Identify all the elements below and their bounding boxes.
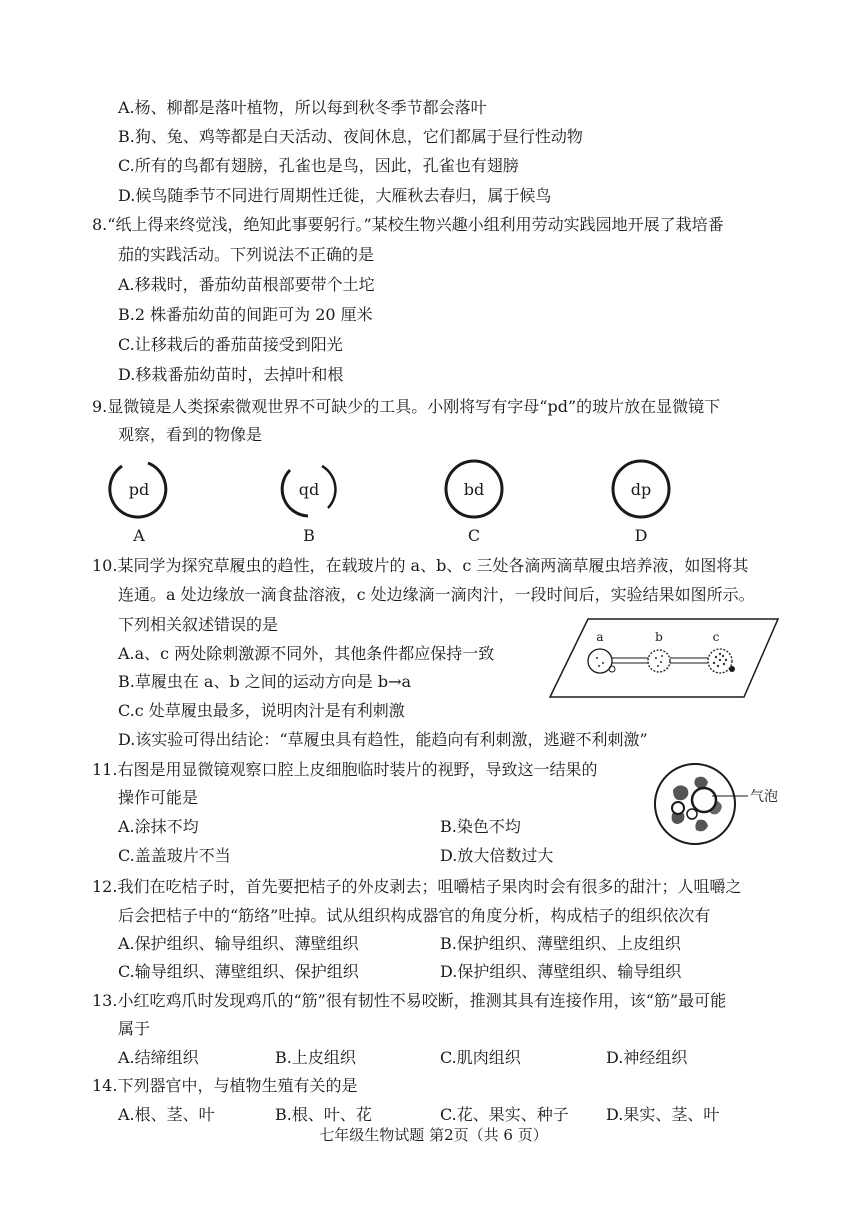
q10-option-b: B.草履虫在 a、b 之间的运动方向是 b→a <box>118 672 412 691</box>
q10-fig-label-b: b <box>655 630 663 644</box>
q9-image-d-text: dp <box>630 480 652 499</box>
q14-option-b: B.根、叶、花 <box>275 1105 372 1124</box>
q8-option-a: A.移栽时，番茄幼苗根部要带个土坨 <box>118 275 375 294</box>
q9-stem-line1: 9.显微镜是人类探索微观世界不可缺少的工具。小刚将写有字母“pd”的玻片放在显微镜下 <box>92 397 721 416</box>
q14-option-c: C.花、果实、种子 <box>440 1105 569 1124</box>
q12-option-b: B.保护组织、薄壁组织、上皮组织 <box>440 934 681 953</box>
q12-stem-line1: 12.我们在吃桔子时，首先要把桔子的外皮剥去；咀嚼桔子果肉时会有很多的甜汁；人咀嚼之 <box>92 877 742 896</box>
q10-fig-label-c: c <box>712 630 720 644</box>
q8-stem-line1: 8.“纸上得来终觉浅，绝知此事要躬行。”某校生物兴趣小组利用劳动实践园地开展了栽培番 <box>92 215 724 234</box>
q9-stem-line2: 观察，看到的物像是 <box>118 425 263 444</box>
q12-option-d: D.保护组织、薄壁组织、输导组织 <box>440 962 682 981</box>
q11-stem-line1: 11.右图是用显微镜观察口腔上皮细胞临时装片的视野，导致这一结果的 <box>92 760 598 779</box>
q11-option-d: D.放大倍数过大 <box>440 846 554 865</box>
q9-label-d: D <box>634 526 648 545</box>
q11-option-a: A.涂抹不均 <box>118 817 199 836</box>
q10-option-d: D.该实验可得出结论：“草履虫具有趋性，能趋向有利刺激，逃避不利刺激” <box>118 730 648 749</box>
q9-image-c <box>443 458 505 520</box>
q10-option-a: A.a、c 两处除刺激源不同外，其他条件都应保持一致 <box>118 644 495 663</box>
q12-option-c: C.输导组织、薄壁组织、保护组织 <box>118 962 359 981</box>
q10-stem-line3: 下列相关叙述错误的是 <box>118 615 279 634</box>
q10-stem-line1: 10.某同学为探究草履虫的趋性，在载玻片的 a、b、c 三处各滴两滴草履虫培养液，如图将其 <box>92 556 749 575</box>
q9-image-a-text: pd <box>128 480 150 499</box>
q10-slide-figure <box>548 616 780 700</box>
q10-fig-label-a: a <box>596 630 604 644</box>
q10-stem-line2: 连通。a 处边缘放一滴食盐溶液，c 处边缘滴一滴肉汁，一段时间后，实验结果如图所示。 <box>118 585 755 604</box>
q13-stem-line2: 属于 <box>118 1019 151 1038</box>
q13-option-c: C.肌肉组织 <box>440 1048 521 1067</box>
q9-image-c-text: bd <box>463 480 485 499</box>
q14-option-d: D.果实、茎、叶 <box>606 1105 720 1124</box>
q7-option-b: B.狗、兔、鸡等都是白天活动、夜间休息，它们都属于昼行性动物 <box>118 127 583 146</box>
q9-image-b <box>278 458 340 520</box>
q11-field-figure <box>650 762 810 846</box>
q9-image-a <box>108 458 170 520</box>
q7-option-a: A.杨、柳都是落叶植物，所以每到秋冬季节都会落叶 <box>118 98 487 117</box>
q9-label-b: B <box>303 526 315 545</box>
q11-fig-label: 气泡 <box>750 789 778 805</box>
q8-option-b: B.2 株番茄幼苗的间距可为 20 厘米 <box>118 305 373 324</box>
q13-option-b: B.上皮组织 <box>275 1048 356 1067</box>
q8-stem-line2: 茄的实践活动。下列说法不正确的是 <box>118 245 375 264</box>
q13-stem-line1: 13.小红吃鸡爪时发现鸡爪的“筋”很有韧性不易咬断，推测其具有连接作用，该“筋”最可能 <box>92 991 727 1010</box>
q8-option-c: C.让移栽后的番茄苗接受到阳光 <box>118 335 343 354</box>
q7-option-d: D.候鸟随季节不同进行周期性迁徙，大雁秋去春归，属于候鸟 <box>118 186 552 205</box>
q7-option-c: C.所有的鸟都有翅膀，孔雀也是鸟，因此，孔雀也有翅膀 <box>118 156 519 175</box>
page-footer: 七年级生物试题 第2页（共 6 页） <box>319 1126 548 1144</box>
q9-label-c: C <box>467 526 481 545</box>
q9-image-b-text: qd <box>298 480 320 499</box>
q11-stem-line2: 操作可能是 <box>118 788 199 807</box>
q12-option-a: A.保护组织、输导组织、薄壁组织 <box>118 934 359 953</box>
q9-label-a: A <box>133 526 145 545</box>
q13-option-d: D.神经组织 <box>606 1048 688 1067</box>
q10-option-c: C.c 处草履虫最多，说明肉汁是有利刺激 <box>118 701 405 720</box>
q14-option-a: A.根、茎、叶 <box>118 1105 215 1124</box>
q13-option-a: A.结缔组织 <box>118 1048 199 1067</box>
q11-option-c: C.盖盖玻片不当 <box>118 846 231 865</box>
q8-option-d: D.移栽番茄幼苗时，去掉叶和根 <box>118 365 344 384</box>
q14-stem: 14.下列器官中，与植物生殖有关的是 <box>92 1076 358 1095</box>
q11-option-b: B.染色不均 <box>440 817 521 836</box>
q9-image-d <box>610 458 672 520</box>
q12-stem-line2: 后会把桔子中的“筋络”吐掉。试从组织构成器官的角度分析，构成桔子的组织依次有 <box>118 906 711 925</box>
